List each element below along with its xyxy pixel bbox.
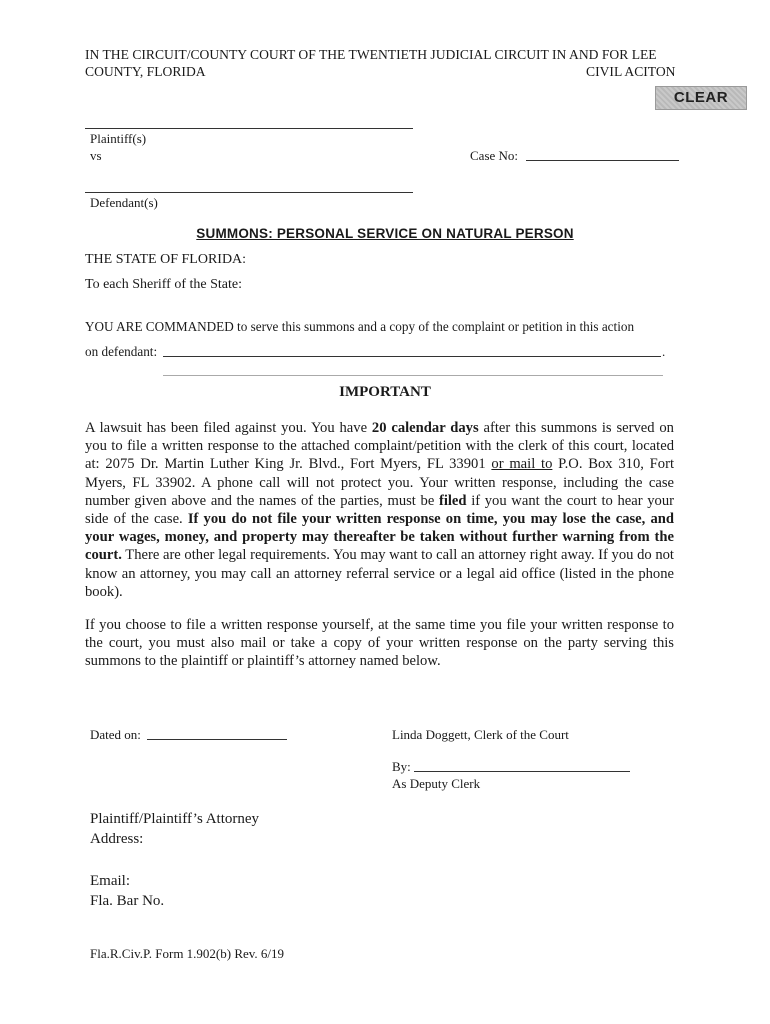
attorney-label: Plaintiff/Plaintiff’s Attorney	[90, 811, 260, 827]
notice-bold-filed: filed	[438, 492, 467, 509]
defendant-label: Defendant(s)	[90, 195, 158, 210]
notice-bold-days: 20 calendar days	[371, 420, 479, 436]
written-response-paragraph: If you choose to file a written response yourself, at the same time you file your written response to the court, you must also mail or take a copy of your written response on the party serving this summons to the plaintiff or plaintiff’s attorney named below.	[85, 617, 674, 670]
clerk-name: Linda Doggett, Clerk of the Court	[392, 727, 569, 742]
on-defendant-label: on defendant:	[85, 344, 158, 359]
notice-text: after this summons is served on you to file a written response to the attached complaint/petition with the clerk of this court, located at: 2075 Dr. Martin Luther King Jr. Blvd., Fort Myers, FL 33901	[85, 420, 674, 473]
sheriff-address: To each Sheriff of the State:	[85, 277, 242, 292]
case-no-label: Case No:	[470, 148, 519, 163]
case-no-input[interactable]	[526, 146, 679, 161]
dated-on-input[interactable]	[147, 725, 287, 740]
deputy-signature-input[interactable]	[414, 757, 630, 772]
address-label: Address:	[90, 831, 144, 847]
dated-on-label: Dated on:	[90, 727, 141, 742]
notice-text: if you want the court to hear your side of the case.	[85, 492, 674, 528]
summons-title: SUMMONS: PERSONAL SERVICE ON NATURAL PERSON	[196, 226, 574, 241]
court-heading-line2: COUNTY, FLORIDA	[85, 64, 206, 79]
defendant-name-input[interactable]	[163, 342, 661, 357]
lawsuit-notice-paragraph	[85, 419, 674, 601]
notice-text: There are other legal requirements. You may want to call an attorney right away. If you do not know an attorney, you may call an attorney referral service or a legal aid office (listed in the phone book).	[85, 547, 674, 600]
vs-label: vs	[90, 148, 102, 163]
notice-bold-warning: If you do not file your written response on time, you may lose the case, and your wages, money, and property may thereafter be taken without further warning from the court.	[85, 511, 674, 564]
plaintiff-input[interactable]	[85, 114, 413, 129]
defendant-line-period: .	[662, 344, 666, 359]
command-line: YOU ARE COMMANDED to serve this summons and a copy of the complaint or petition in this action	[85, 319, 635, 334]
clear-button[interactable]: CLEAR	[655, 86, 747, 110]
form-identifier: Fla.R.Civ.P. Form 1.902(b) Rev. 6/19	[90, 946, 285, 961]
state-of-florida: THE STATE OF FLORIDA:	[85, 252, 247, 267]
court-heading-line1: IN THE CIRCUIT/COUNTY COURT OF THE TWENTIETH JUDICIAL CIRCUIT IN AND FOR LEE	[85, 47, 657, 62]
defendant-name-input-2[interactable]	[163, 375, 663, 376]
notice-text: P.O. Box 310, Fort Myers, FL 33902. A phone call will not protect you. Your written response, including the case number given above and the names of the parties, must be	[85, 456, 675, 509]
important-heading: IMPORTANT	[339, 384, 431, 400]
by-label: By:	[392, 759, 411, 774]
bar-number-label: Fla. Bar No.	[90, 893, 165, 909]
deputy-clerk-label: As Deputy Clerk	[392, 776, 481, 791]
plaintiff-label: Plaintiff(s)	[90, 131, 147, 146]
notice-text: A lawsuit has been filed against you. You have	[85, 420, 372, 436]
civil-action-label: CIVIL ACITON	[586, 64, 676, 79]
notice-underline-mail: or mail to	[491, 456, 553, 473]
defendant-input[interactable]	[85, 178, 413, 193]
email-label: Email:	[90, 873, 130, 889]
